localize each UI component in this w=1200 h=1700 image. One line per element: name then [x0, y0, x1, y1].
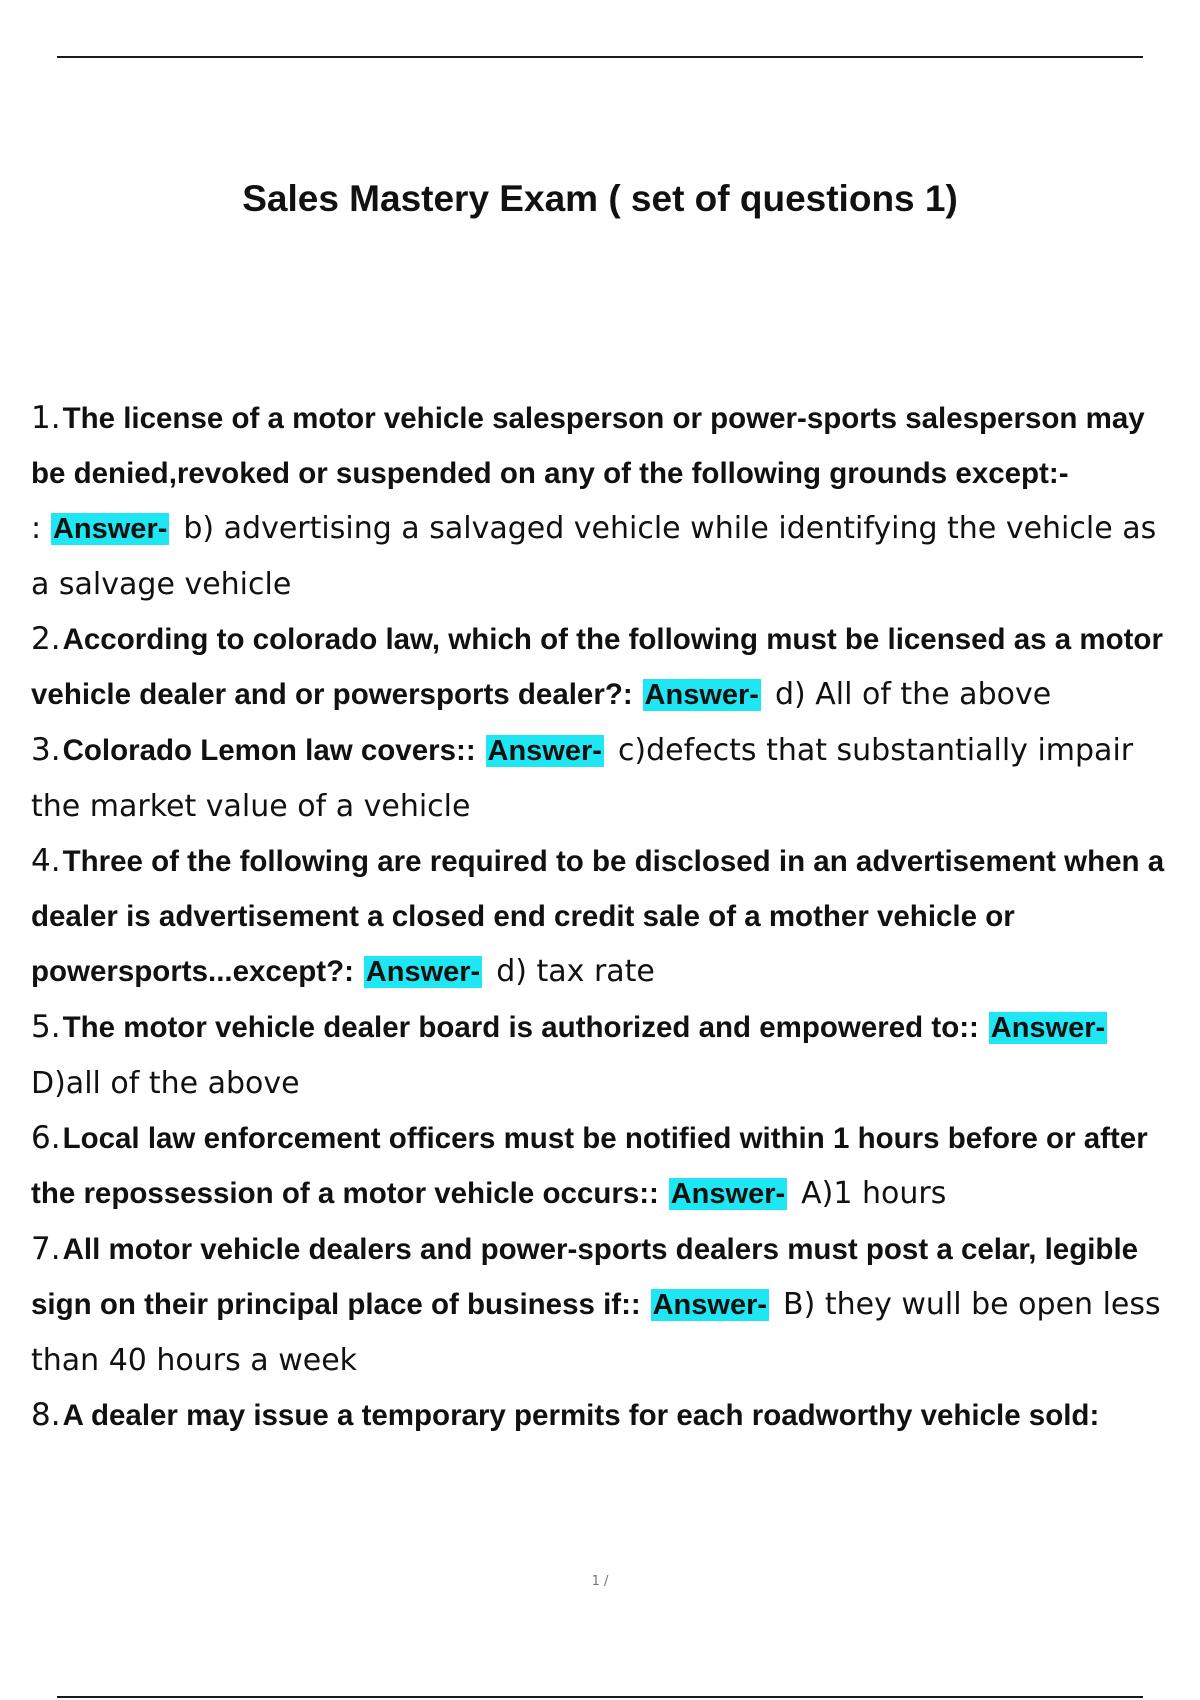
- answer-text: c)defects that substantially impair the market value of a vehicle: [31, 733, 1134, 824]
- top-rule: [57, 56, 1143, 58]
- answer-text: d) All of the above: [774, 677, 1052, 712]
- answer-label: Answer-: [990, 1012, 1106, 1044]
- question-number: 7.: [31, 1231, 61, 1267]
- answer-text: B) they wull be open less than 40 hours a week: [31, 1287, 1161, 1378]
- question-number: 3.: [31, 732, 61, 768]
- answer-label: Answer-: [670, 1178, 786, 1210]
- answer-text: D)all of the above: [31, 1066, 300, 1101]
- question-number: 5.: [31, 1009, 61, 1045]
- question-text: The motor vehicle dealer board is authorized and empowered to::: [62, 1011, 979, 1044]
- question-number: 1.: [31, 400, 61, 436]
- question-text: According to colorado law, which of the following must be licensed as a motor vehicle dealer and or powersports dealer?:: [31, 623, 1163, 711]
- answer-text: d) tax rate: [496, 954, 655, 989]
- question-number: 4.: [31, 843, 61, 879]
- question-number: 6.: [31, 1120, 61, 1156]
- question-text: Colorado Lemon law covers::: [62, 734, 476, 767]
- answer-label: Answer-: [652, 1289, 768, 1321]
- question-list: [31, 391, 1173, 1443]
- question-number: 2.: [31, 621, 61, 657]
- question-text: All motor vehicle dealers and power-sports dealers must post a celar, legible sign on their principal place of business if::: [31, 1233, 1139, 1321]
- answer-label: Answer-: [365, 956, 481, 988]
- answer-text: A)1 hours: [801, 1176, 947, 1211]
- question-item-3: [31, 723, 1173, 834]
- bottom-rule: [57, 1696, 1143, 1698]
- answer-label: Answer-: [487, 735, 602, 767]
- question-text: The license of a motor vehicle salesperson or power-sports salesperson may be denied,revoked or suspended on any of the following grounds except:-: [31, 402, 1145, 490]
- answer-label: Answer-: [52, 513, 168, 545]
- question-item-8: [31, 1388, 1173, 1443]
- question-text: A dealer may issue a temporary permits for each roadworthy vehicle sold:: [62, 1399, 1100, 1432]
- question-item-2: [31, 612, 1173, 723]
- question-text: Three of the following are required to be disclosed in an advertisement when a dealer is advertisement a closed end credit sale of a mother vehicle or powersports...except?:: [31, 845, 1165, 988]
- question-item-4: [31, 834, 1173, 1000]
- question-item-5: [31, 1000, 1173, 1111]
- answer-text: b) advertising a salvaged vehicle while identifying the vehicle as a salvage vehicle: [31, 511, 1157, 602]
- answer-separator: :: [31, 511, 42, 546]
- question-item-7: [31, 1222, 1173, 1388]
- question-number: 8.: [31, 1397, 61, 1433]
- answer-label: Answer-: [644, 679, 759, 711]
- document-title: Sales Mastery Exam ( set of questions 1): [242, 178, 958, 219]
- question-item-6: [31, 1111, 1173, 1222]
- question-item-1: [31, 391, 1173, 612]
- question-text: Local law enforcement officers must be notified within 1 hours before or after the repossession of a motor vehicle occurs::: [31, 1122, 1148, 1210]
- page-number: 1 /: [591, 1574, 609, 1589]
